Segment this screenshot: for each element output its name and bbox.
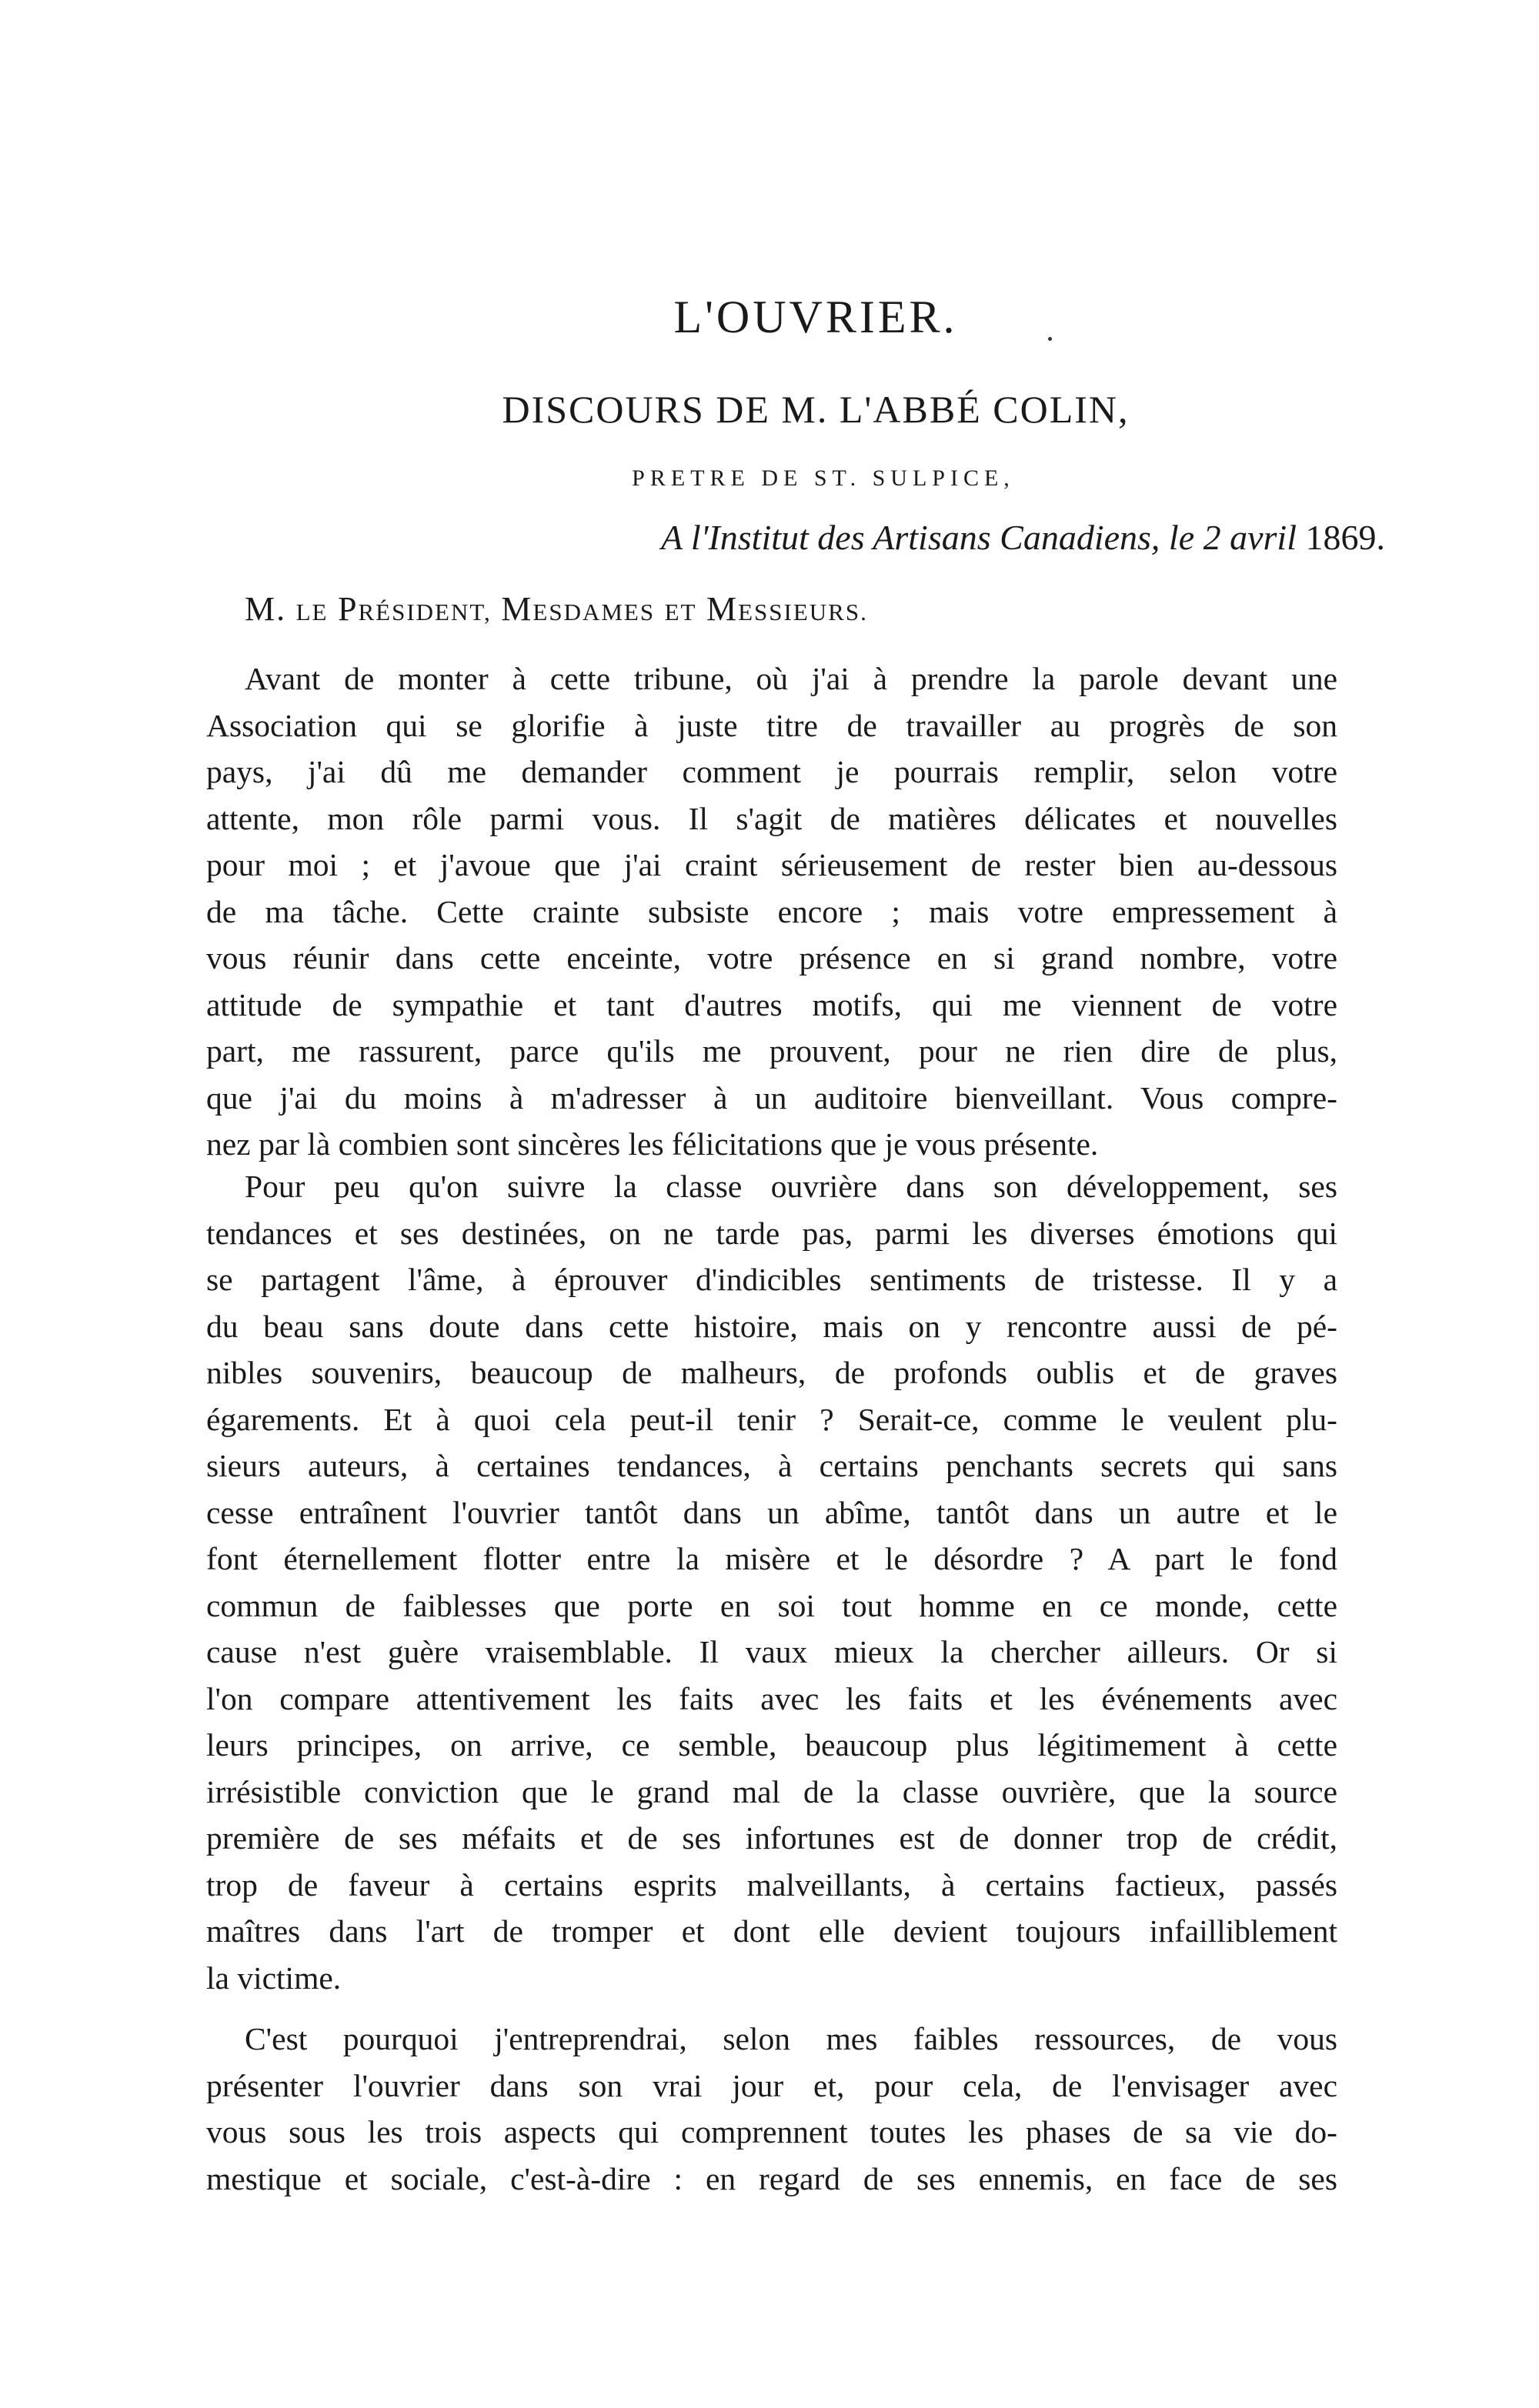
text-line: trop de faveur à certains esprits malveillants, à certains factieux, passés xyxy=(206,1866,1337,1903)
text-line: la victime. xyxy=(206,1959,342,1996)
text-line: vous réunir dans cette enceinte, votre présence en si grand nombre, votre xyxy=(206,940,1337,976)
salutation-m3: M xyxy=(706,590,739,628)
text-line: vous sous les trois aspects qui comprennent toutes les phases de sa vie do- xyxy=(206,2114,1337,2150)
text-line: égarements. Et à quoi cela peut-il tenir ? Serait-ce, comme le veulent plu- xyxy=(206,1401,1337,1437)
paragraph-2 xyxy=(206,1163,1337,2001)
text-line: commun de faiblesses que porte en soi tout homme en ce monde, cette xyxy=(206,1587,1337,1623)
text-line: de ma tâche. Cette crainte subsiste encore ; mais votre empressement à xyxy=(206,893,1337,929)
text-line: nez par là combien sont sincères les félicitations que je vous présente. xyxy=(206,1126,1099,1162)
text-line: mestique et sociale, c'est-à-dire : en regard de ses ennemis, en face de ses xyxy=(206,2160,1337,2196)
text-line: C'est pourquoi j'entreprendrai, selon mes faibles ressources, de vous xyxy=(245,2021,1337,2056)
text-line: irrésistible conviction que le grand mal de la classe ouvrière, que la source xyxy=(206,1773,1337,1809)
text-line: que j'ai du moins à m'adresser à un auditoire bienveillant. Vous compre- xyxy=(206,1079,1337,1116)
text-line: part, me rassurent, parce qu'ils me prouvent, pour ne rien dire de plus, xyxy=(206,1033,1337,1069)
text-line: font éternellement flotter entre la misère et le désordre ? A part le fond xyxy=(206,1541,1337,1576)
page-title: L'OUVRIER. xyxy=(673,292,958,342)
text-line: sieurs auteurs, à certaines tendances, à certains penchants secrets qui sans xyxy=(206,1448,1337,1483)
venue-line xyxy=(308,517,1385,558)
text-line: tendances et ses destinées, on ne tarde pas, parmi les diverses émotions qui xyxy=(206,1215,1337,1251)
salutation-esdames: ESDAMES xyxy=(532,599,656,625)
salutation xyxy=(245,589,868,629)
text-line: cause n'est guère vraisemblable. Il vaux mieux la chercher ailleurs. Or si xyxy=(206,1634,1337,1669)
paragraph-1 xyxy=(206,655,1337,1168)
text-line: première de ses méfaits et de ses infortunes est de donner trop de crédit, xyxy=(206,1820,1337,1856)
speaker-role: PRETRE DE ST. SULPICE, xyxy=(632,465,1015,491)
text-line: leurs principes, on arrive, ce semble, beaucoup plus légitimement à cette xyxy=(206,1727,1337,1763)
salutation-et: ET xyxy=(664,599,697,625)
text-line: nibles souvenirs, beaucoup de malheurs, de profonds oublis et de graves xyxy=(206,1355,1337,1390)
salutation-p: P xyxy=(338,590,359,628)
text-line: maîtres dans l'art de tromper et dont elle devient toujours infailliblement xyxy=(206,1913,1337,1949)
text-line: du beau sans doute dans cette histoire, mais on y rencontre aussi de pé- xyxy=(206,1308,1337,1344)
text-line: présenter l'ouvrier dans son vrai jour et, pour cela, de l'envisager avec xyxy=(206,2067,1337,2103)
salutation-m2: M xyxy=(501,590,533,628)
speech-subtitle: DISCOURS DE M. L'ABBÉ COLIN, xyxy=(502,388,1130,431)
text-line: se partagent l'âme, à éprouver d'indicibles sentiments de tristesse. Il y a xyxy=(206,1262,1337,1297)
salutation-m: M. xyxy=(245,590,287,628)
text-line: attente, mon rôle parmi vous. Il s'agit de matières délicates et nouvelles xyxy=(206,800,1337,836)
text-line: pays, j'ai dû me demander comment je pourrais remplir, selon votre xyxy=(206,754,1337,789)
text-line: pour moi ; et j'avoue que j'ai craint sérieusement de rester bien au-dessous xyxy=(206,847,1337,882)
salutation-resident: RÉSIDENT, xyxy=(358,599,492,625)
venue-year: 1869. xyxy=(1305,518,1385,557)
salutation-essieurs: ESSIEURS. xyxy=(738,599,868,625)
stray-mark xyxy=(1048,337,1052,341)
text-line: l'on compare attentivement les faits avec les faits et les événements avec xyxy=(206,1680,1337,1716)
salutation-le: LE xyxy=(295,599,329,625)
text-line: Avant de monter à cette tribune, où j'ai à prendre la parole devant une xyxy=(245,661,1337,696)
text-line: Pour peu qu'on suivre la classe ouvrière dans son développement, ses xyxy=(245,1169,1337,1204)
text-line: attitude de sympathie et tant d'autres motifs, qui me viennent de votre xyxy=(206,986,1337,1022)
venue-text: A l'Institut des Artisans Canadiens, le 2 avril xyxy=(661,518,1297,557)
text-line: Association qui se glorifie à juste titre de travailler au progrès de son xyxy=(206,707,1337,743)
paragraph-3 xyxy=(206,2016,1337,2202)
text-line: cesse entraînent l'ouvrier tantôt dans un abîme, tantôt dans un autre et le xyxy=(206,1494,1337,1530)
